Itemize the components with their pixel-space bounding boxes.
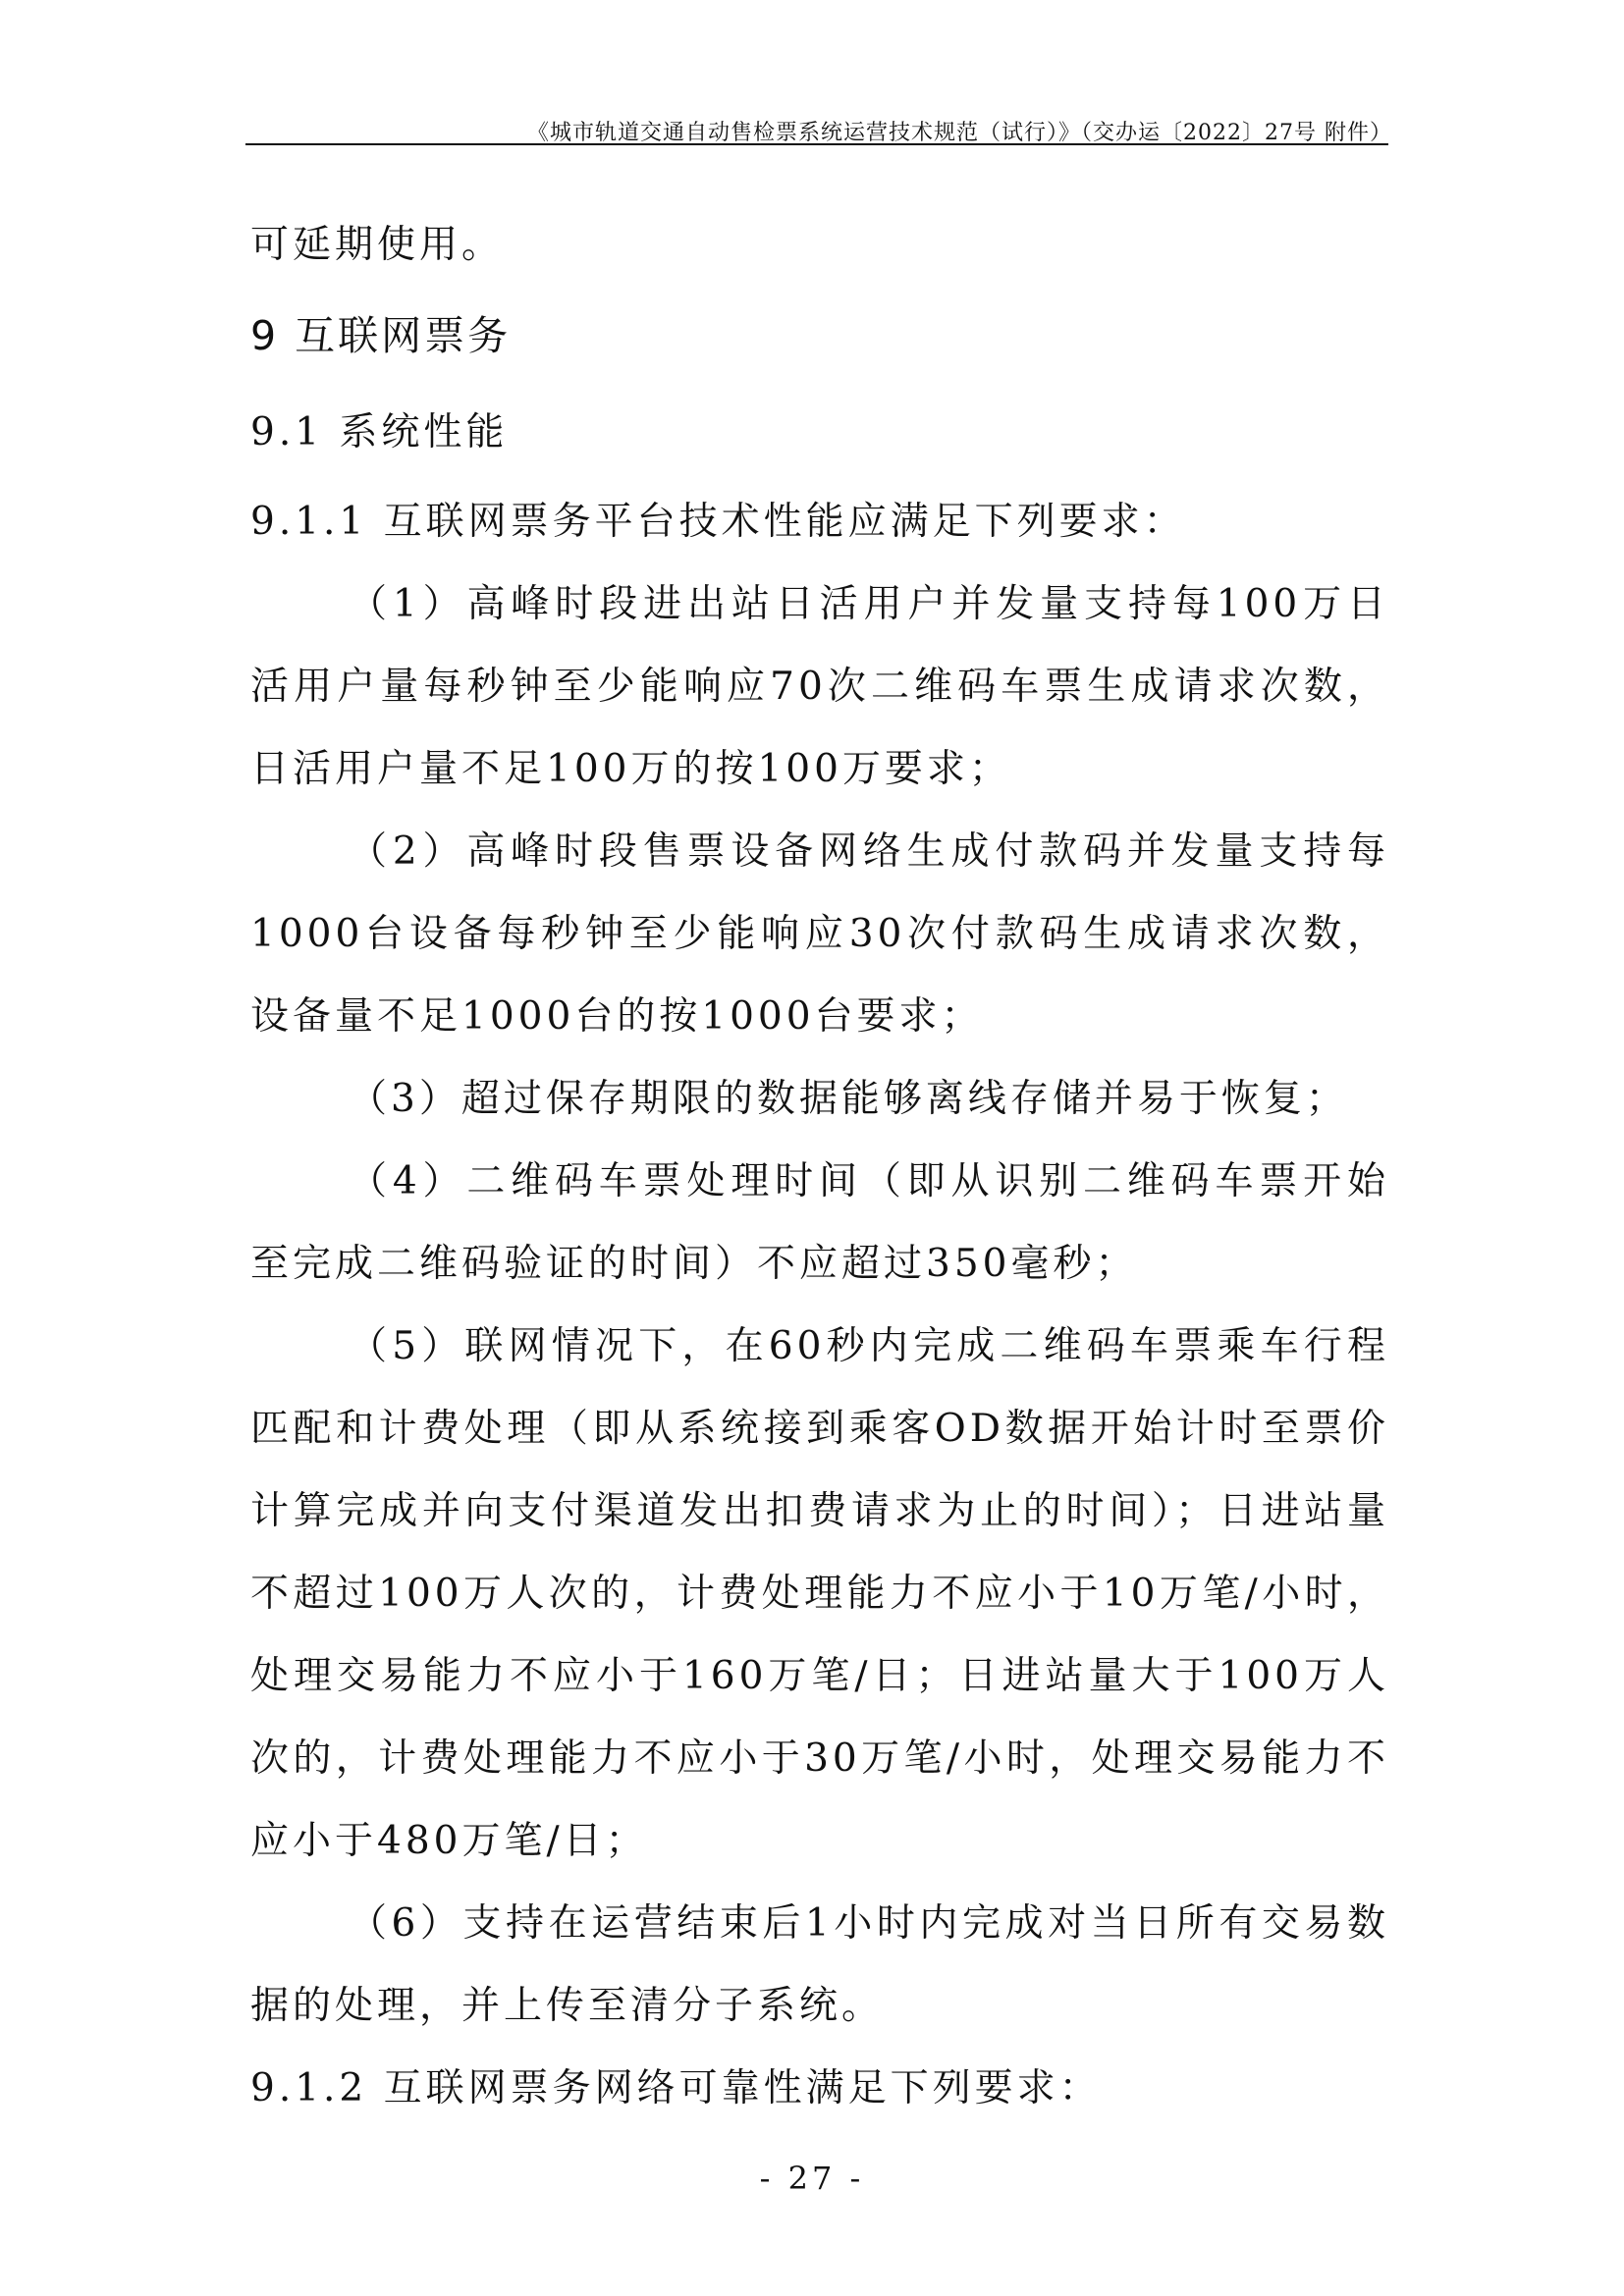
clause-9-1-2: 9.1.2 互联网票务网络可靠性满足下列要求： bbox=[250, 2066, 1102, 2110]
page-body bbox=[250, 204, 1389, 2130]
requirement-item-1: （1）高峰时段进出站日活用户并发量支持每100万日活用户量每秒钟至少能响应70次二维码车票生成请求次数，日活用户量不足100万的按100万要求； bbox=[250, 582, 1389, 791]
requirement-item-5: （5）联网情况下，在60秒内完成二维码车票乘车行程匹配和计费处理（即从系统接到乘客OD数据开始计时至票价计算完成并向支付渠道发出扣费请求为止的时间）；日进站量不超过100万人次的，计费处理能力不应小于10万笔/小时，处理交易能力不应小于160万笔/日；日进站量大于100万人次的，计费处理能力不应小于30万笔/小时，处理交易能力不应小于480万笔/日； bbox=[250, 1324, 1389, 1863]
clause-9-1-1: 9.1.1 互联网票务平台技术性能应满足下列要求： bbox=[250, 500, 1186, 544]
section-heading: 9 互联网票务 bbox=[250, 312, 512, 359]
requirement-item-4: （4）二维码车票处理时间（即从识别二维码车票开始至完成二维码验证的时间）不应超过350毫秒； bbox=[250, 1159, 1389, 1286]
running-header: 《城市轨道交通自动售检票系统运营技术规范（试行）》（交办运〔2022〕27号 附件） bbox=[527, 121, 1392, 145]
subsection-heading: 9.1 系统性能 bbox=[250, 410, 509, 454]
requirement-item-6: （6）支持在运营结束后1小时内完成对当日所有交易数据的处理，并上传至清分子系统。 bbox=[250, 1901, 1389, 2028]
header-divider bbox=[245, 143, 1388, 145]
requirement-item-2: （2）高峰时段售票设备网络生成付款码并发量支持每1000台设备每秒钟至少能响应30次付款码生成请求次数，设备量不足1000台的按1000台要求； bbox=[250, 829, 1389, 1039]
continued-paragraph: 可延期使用。 bbox=[250, 223, 505, 267]
page-number: - 27 - bbox=[759, 2160, 865, 2197]
requirement-item-3: （3）超过保存期限的数据能够离线存储并易于恢复； bbox=[349, 1077, 1348, 1121]
